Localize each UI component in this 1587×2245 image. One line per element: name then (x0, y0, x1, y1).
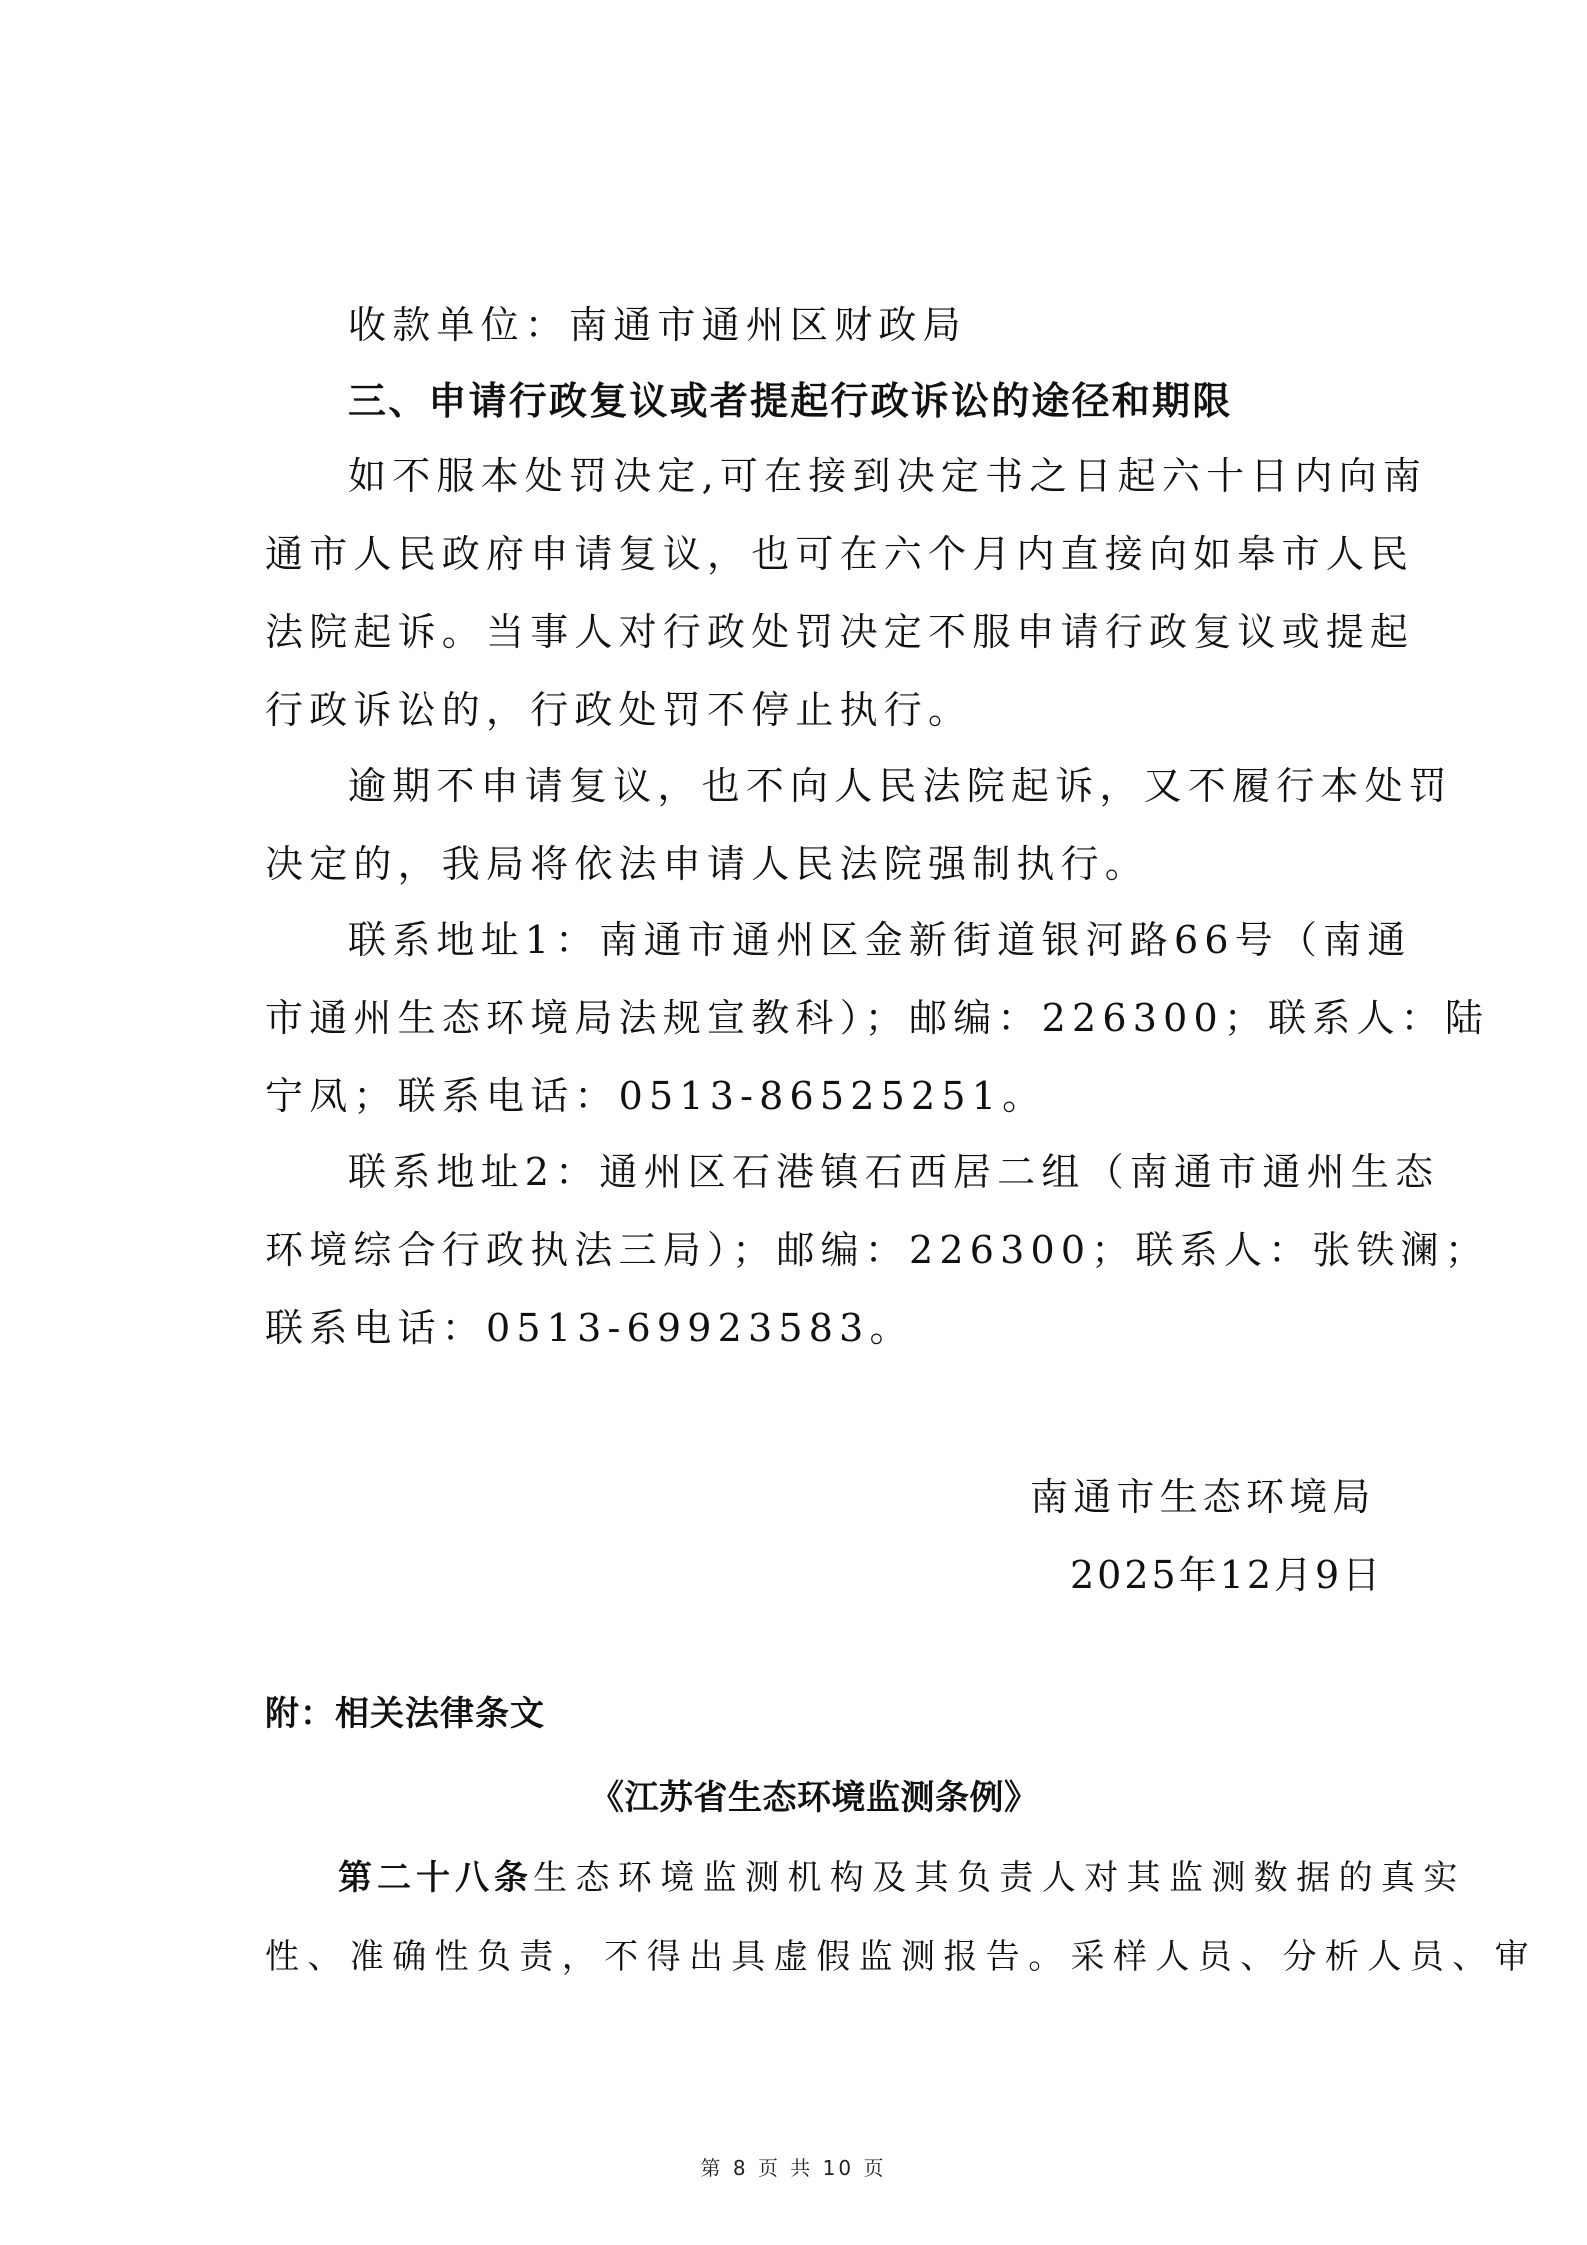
contact-address-1: 市通州生态环境局法规宣教科）；邮编：226300；联系人：陆 (265, 996, 1490, 1040)
paragraph-line: 法院起诉。当事人对行政处罚决定不服申请行政复议或提起 (265, 610, 1415, 654)
law-title: 《江苏省生态环境监测条例》 (590, 1778, 1039, 1818)
issuer-signature: 南通市生态环境局 (1030, 1475, 1376, 1519)
contact-address-2: 环境综合行政执法三局）；邮编：226300；联系人：张铁澜； (265, 1228, 1490, 1272)
contact-address-2: 联系电话：0513-69923583。 (265, 1306, 914, 1350)
article-text: 生态环境监测机构及其负责人对其监测数据的真实 (533, 1858, 1466, 1898)
contact-address-1: 宁凤；联系电话：0513-86525251。 (265, 1074, 1047, 1118)
section-heading: 三、申请行政复议或者提起行政诉讼的途径和期限 (348, 379, 1233, 423)
appendix-title: 附：相关法律条文 (265, 1694, 545, 1734)
contact-address-1: 联系地址1：南通市通州区金新街道银河路66号（南通 (348, 918, 1412, 962)
contact-address-2: 联系地址2：通州区石港镇石西居二组（南通市通州生态 (348, 1150, 1440, 1194)
paragraph-line: 行政诉讼的，行政处罚不停止执行。 (265, 688, 973, 732)
paragraph-line: 通市人民政府申请复议，也可在六个月内直接向如皋市人民 (265, 532, 1415, 576)
payee-line: 收款单位：南通市通州区财政局 (348, 303, 967, 347)
issue-date: 2025年12月9日 (1070, 1553, 1384, 1597)
article-label: 第二十八条 (338, 1858, 533, 1898)
paragraph-line: 如不服本处罚决定,可在接到决定书之日起六十日内向南 (348, 454, 1428, 498)
article-line: 性、准确性负责，不得出具虚假监测报告。采样人员、分析人员、审 (265, 1937, 1537, 1977)
paragraph-line: 决定的，我局将依法申请人民法院强制执行。 (265, 842, 1150, 886)
page-number: 第 8 页 共 10 页 (700, 2156, 887, 2180)
paragraph-line: 逾期不申请复议，也不向人民法院起诉，又不履行本处罚 (348, 764, 1454, 808)
article-line (338, 1859, 1466, 1898)
